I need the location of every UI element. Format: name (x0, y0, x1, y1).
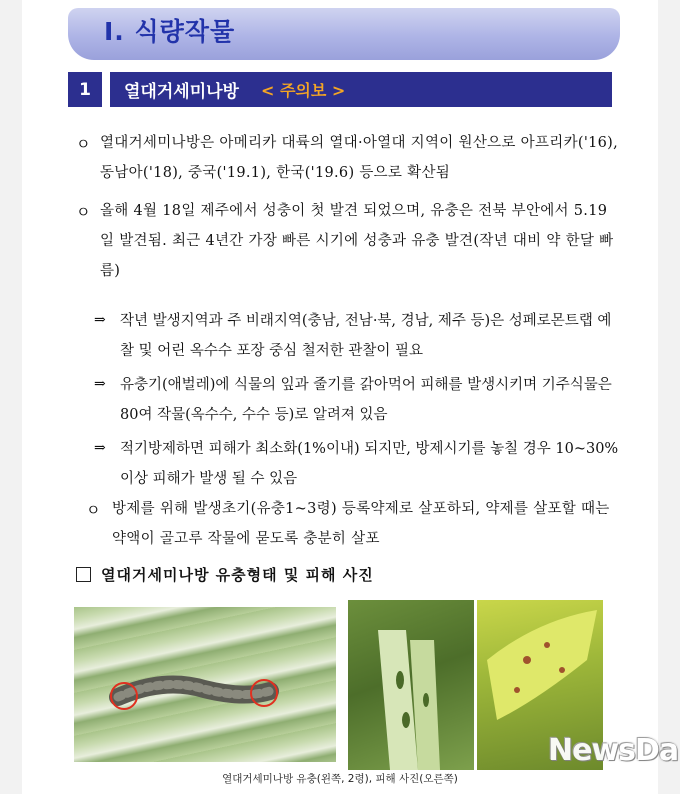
circle-bullet-icon: ㅇ (76, 135, 91, 153)
subitem-control-timing: 적기방제하면 피해가 최소화(1%이내) 되지만, 방제시기를 놓칠 경우 10~30%이상 피해가 발생 될 수 있음 (120, 441, 619, 487)
page-edge-left (0, 0, 22, 794)
larva-illustration (74, 607, 336, 762)
square-bullet-icon (76, 567, 91, 582)
heading-bar (110, 72, 612, 107)
paragraph-discovery: 올해 4월 18일 제주에서 성충이 첫 발견 되었으며, 유충은 전북 부안에서 5.19일 발견됨. 최근 4년간 가장 빠른 시기에 성충과 유충 발견(작년 대비 약 한달 빠름) (100, 203, 614, 279)
damaged-stalk-illustration (348, 600, 474, 770)
paragraph-origin: 열대거세미나방은 아메리카 대륙의 열대·아열대 지역이 원산으로 아프리카('16), 동남아('18), 중국('19.1), 한국('19.6) 등으로 확산됨 (100, 135, 619, 181)
photo-caption: 열대거세미나방 유충(왼쪽, 2령), 피해 사진(오른쪽) (222, 773, 458, 785)
heading-number: 1 (68, 72, 102, 107)
larva-photo (74, 607, 336, 762)
circle-bullet-icon: ㅇ (76, 203, 91, 221)
arrow-bullet-icon: ⇒ (94, 440, 106, 456)
paragraph-control: 방제를 위해 발생초기(유충1~3령) 등록약제로 살포하되, 약제를 살포할 때는 약액이 골고루 작물에 묻도록 충분히 살포 (112, 501, 610, 547)
heading-title: 열대거세미나방 (124, 82, 239, 102)
photo-section-heading (76, 564, 374, 585)
subitem-monitoring: 작년 발생지역과 주 비래지역(충남, 전남·북, 경남, 제주 등)은 성페로몬트랩 예찰 및 어린 옥수수 포장 중심 철저한 관찰이 필요 (120, 313, 612, 359)
page-edge-right (658, 0, 680, 794)
arrow-bullet-icon: ⇒ (94, 376, 106, 392)
circle-bullet-icon: ㅇ (86, 501, 101, 519)
section-title: Ⅰ. 식량작물 (104, 17, 236, 46)
alert-tag: < 주의보 > (260, 81, 346, 100)
damage-photo-stalk (348, 600, 474, 770)
photo-heading-text: 열대거세미나방 유충형태 및 피해 사진 (101, 566, 374, 584)
subitem-damage: 유충기(애벌레)에 식물의 잎과 줄기를 갉아먹어 피해를 발생시키며 기주식물은 80여 작물(옥수수, 수수 등)로 알려져 있음 (120, 377, 612, 423)
watermark-logo: NewsDa (548, 733, 679, 768)
heading-row (68, 72, 612, 107)
arrow-bullet-icon: ⇒ (94, 312, 106, 328)
